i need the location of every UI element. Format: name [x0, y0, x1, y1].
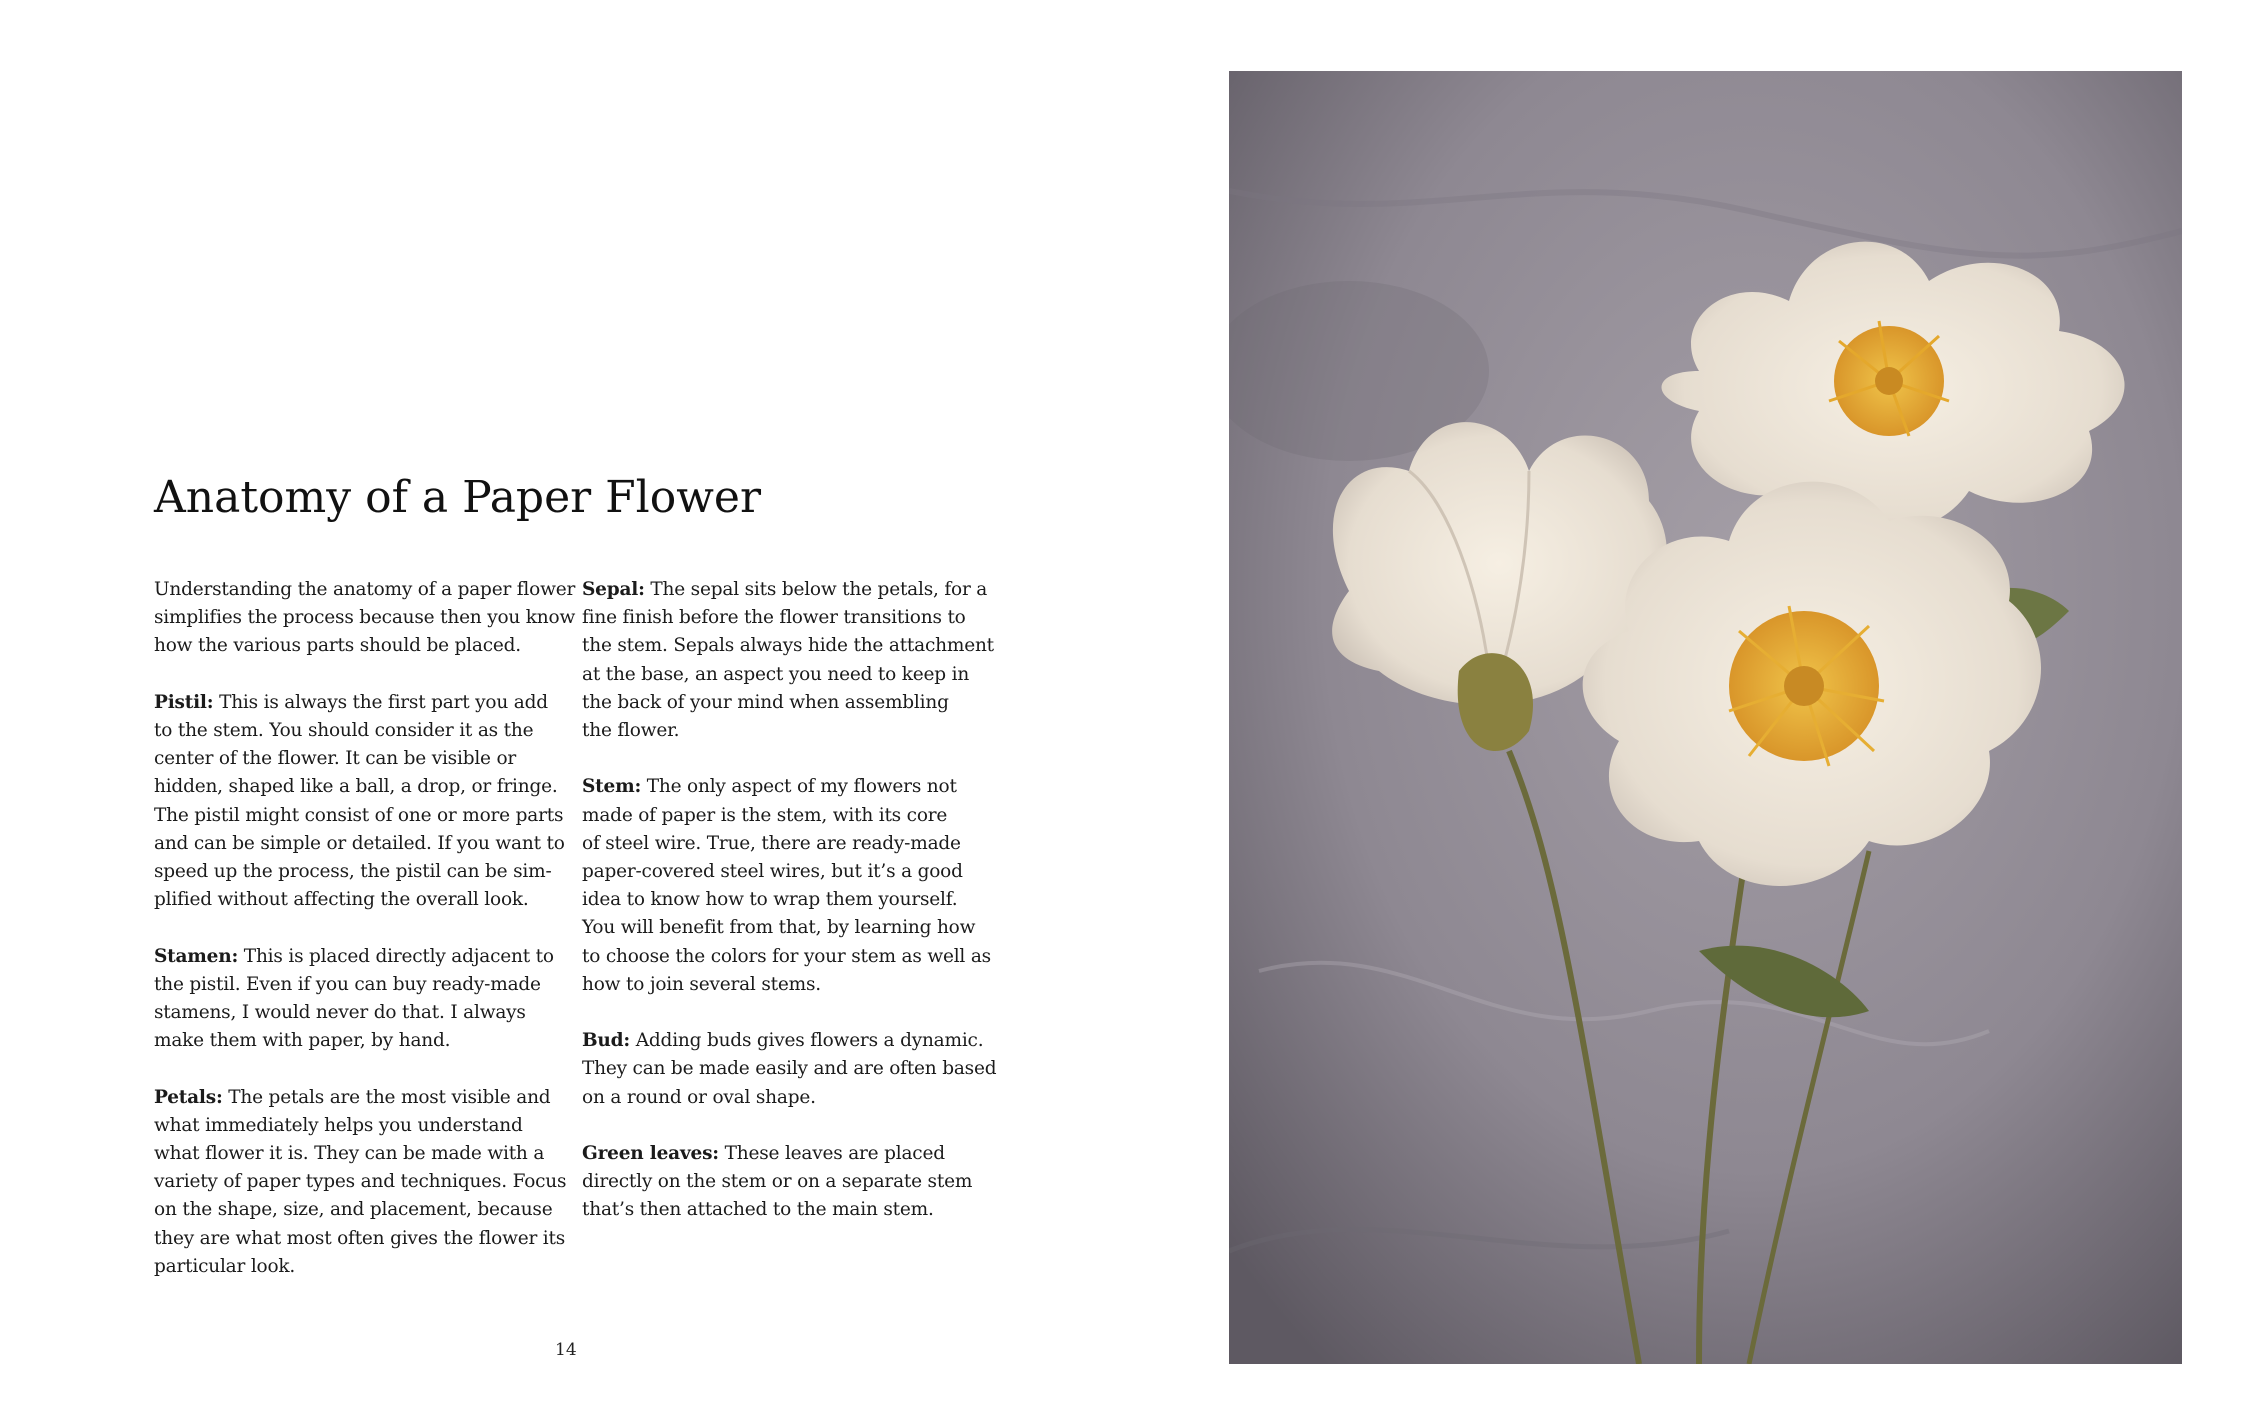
page-number: 14 [555, 1340, 577, 1360]
text-content: and can be simple or detailed. If you want to [154, 832, 565, 854]
text-content: directly on the stem or on a separate stem [582, 1171, 973, 1193]
text-line [154, 943, 564, 971]
text-line [582, 1140, 1002, 1168]
text-content: paper-covered steel wires, but it’s a good [582, 861, 963, 883]
text-content: fine finish before the flower transitions to [582, 607, 966, 629]
text-line [154, 773, 564, 801]
text-content: to choose the colors for your stem as well as [582, 945, 991, 967]
text-line [582, 1168, 1002, 1196]
text-content: what flower it is. They can be made with a [154, 1143, 545, 1165]
text-content: on the shape, size, and placement, because [154, 1199, 553, 1221]
text-line [582, 773, 1002, 801]
text-content: on a round or oval shape. [582, 1086, 816, 1108]
paragraph [154, 689, 564, 915]
text-line [154, 886, 564, 914]
text-content: hidden, shaped like a ball, a drop, or fringe. [154, 776, 558, 798]
paper-flowers-photo [1229, 71, 2182, 1364]
text-content: This is placed directly adjacent to [238, 945, 554, 967]
text-content: variety of paper types and techniques. Focus [154, 1171, 567, 1193]
text-line [582, 604, 1002, 632]
text-content: they are what most often gives the flower its [154, 1227, 566, 1249]
text-line [154, 576, 576, 604]
text-line [582, 717, 1002, 745]
paragraph [154, 1084, 567, 1281]
text-line [582, 1055, 1002, 1083]
text-line [154, 802, 564, 830]
text-content: center of the flower. It can be visible or [154, 748, 517, 770]
text-content: particular look. [154, 1255, 296, 1277]
text-content: They can be made easily and are often based [582, 1058, 997, 1080]
text-content: at the base, an aspect you need to keep in [582, 663, 970, 685]
text-line [154, 632, 564, 660]
text-line [582, 1027, 1002, 1055]
text-content: how the various parts should be placed. [154, 635, 521, 657]
text-content: the pistil. Even if you can buy ready-made [154, 973, 541, 995]
text-content: This is always the first part you add [213, 691, 548, 713]
text-content: of steel wire. True, there are ready-made [582, 832, 961, 854]
text-line [582, 943, 1002, 971]
text-line [154, 1253, 564, 1281]
text-content: the flower. [582, 720, 680, 742]
term-label: Petals: [154, 1086, 223, 1108]
text-content: These leaves are placed [718, 1143, 945, 1165]
text-line [154, 1225, 564, 1253]
text-content: You will benefit from that, by learning how [582, 917, 976, 939]
term-label: Bud: [582, 1030, 631, 1052]
text-content: The only aspect of my flowers not [641, 776, 957, 798]
paragraph [582, 1140, 1002, 1225]
text-content: what immediately helps you understand [154, 1114, 523, 1136]
term-label: Stem: [582, 776, 642, 798]
page-title: Anatomy of a Paper Flower [154, 472, 761, 523]
text-content: simplifies the process because then you know [154, 607, 576, 629]
text-content: made of paper is the stem, with its core [582, 804, 948, 826]
text-line [154, 745, 564, 773]
text-line [582, 689, 1002, 717]
text-content: The sepal sits below the petals, for a [644, 579, 988, 600]
text-line [582, 632, 1002, 660]
text-line [154, 689, 564, 717]
text-line [154, 1168, 567, 1196]
text-content: The pistil might consist of one or more parts [154, 804, 564, 826]
text-line [582, 1196, 1002, 1224]
paragraph [582, 576, 1002, 745]
text-content: how to join several stems. [582, 973, 821, 995]
text-column-1 [154, 576, 576, 1309]
paragraph [154, 576, 576, 661]
text-line [582, 886, 1002, 914]
text-line [582, 576, 1002, 604]
paragraph [582, 1027, 1002, 1112]
text-line [154, 1084, 564, 1112]
text-line [154, 604, 576, 632]
text-line [582, 802, 1002, 830]
text-content: idea to know how to wrap them yourself. [582, 889, 958, 911]
text-line [154, 1140, 564, 1168]
text-line [582, 971, 1002, 999]
text-content: to the stem. You should consider it as the [154, 720, 534, 741]
text-line [582, 661, 1002, 689]
text-line [154, 858, 564, 886]
term-label: Pistil: [154, 691, 214, 713]
text-line [154, 830, 564, 858]
text-content: the back of your mind when assembling [582, 691, 949, 713]
term-label: Sepal: [582, 579, 645, 600]
text-content: that’s then attached to the main stem. [582, 1199, 934, 1221]
text-content: The petals are the most visible and [222, 1086, 551, 1108]
text-content: plified without affecting the overall look. [154, 889, 529, 911]
text-content: Adding buds gives flowers a dynamic. [630, 1030, 984, 1052]
term-label: Stamen: [154, 945, 239, 967]
text-content: stamens, I would never do that. I always [154, 1002, 526, 1024]
text-content: Understanding the anatomy of a paper flower [154, 579, 576, 600]
paragraph [154, 943, 564, 1056]
text-line [154, 717, 564, 745]
text-content: speed up the process, the pistil can be sim- [154, 861, 552, 883]
text-line [154, 971, 564, 999]
text-line [154, 1112, 564, 1140]
text-line [582, 1084, 1002, 1112]
text-line [154, 1196, 564, 1224]
text-line [582, 914, 1002, 942]
paragraph [582, 773, 1002, 999]
term-label: Green leaves: [582, 1143, 719, 1165]
text-line [154, 1027, 564, 1055]
text-line [582, 858, 1002, 886]
text-content: make them with paper, by hand. [154, 1030, 451, 1052]
text-line [582, 830, 1002, 858]
text-column-2 [582, 576, 1002, 1253]
text-line [154, 999, 564, 1027]
text-content: the stem. Sepals always hide the attachment [582, 635, 994, 657]
